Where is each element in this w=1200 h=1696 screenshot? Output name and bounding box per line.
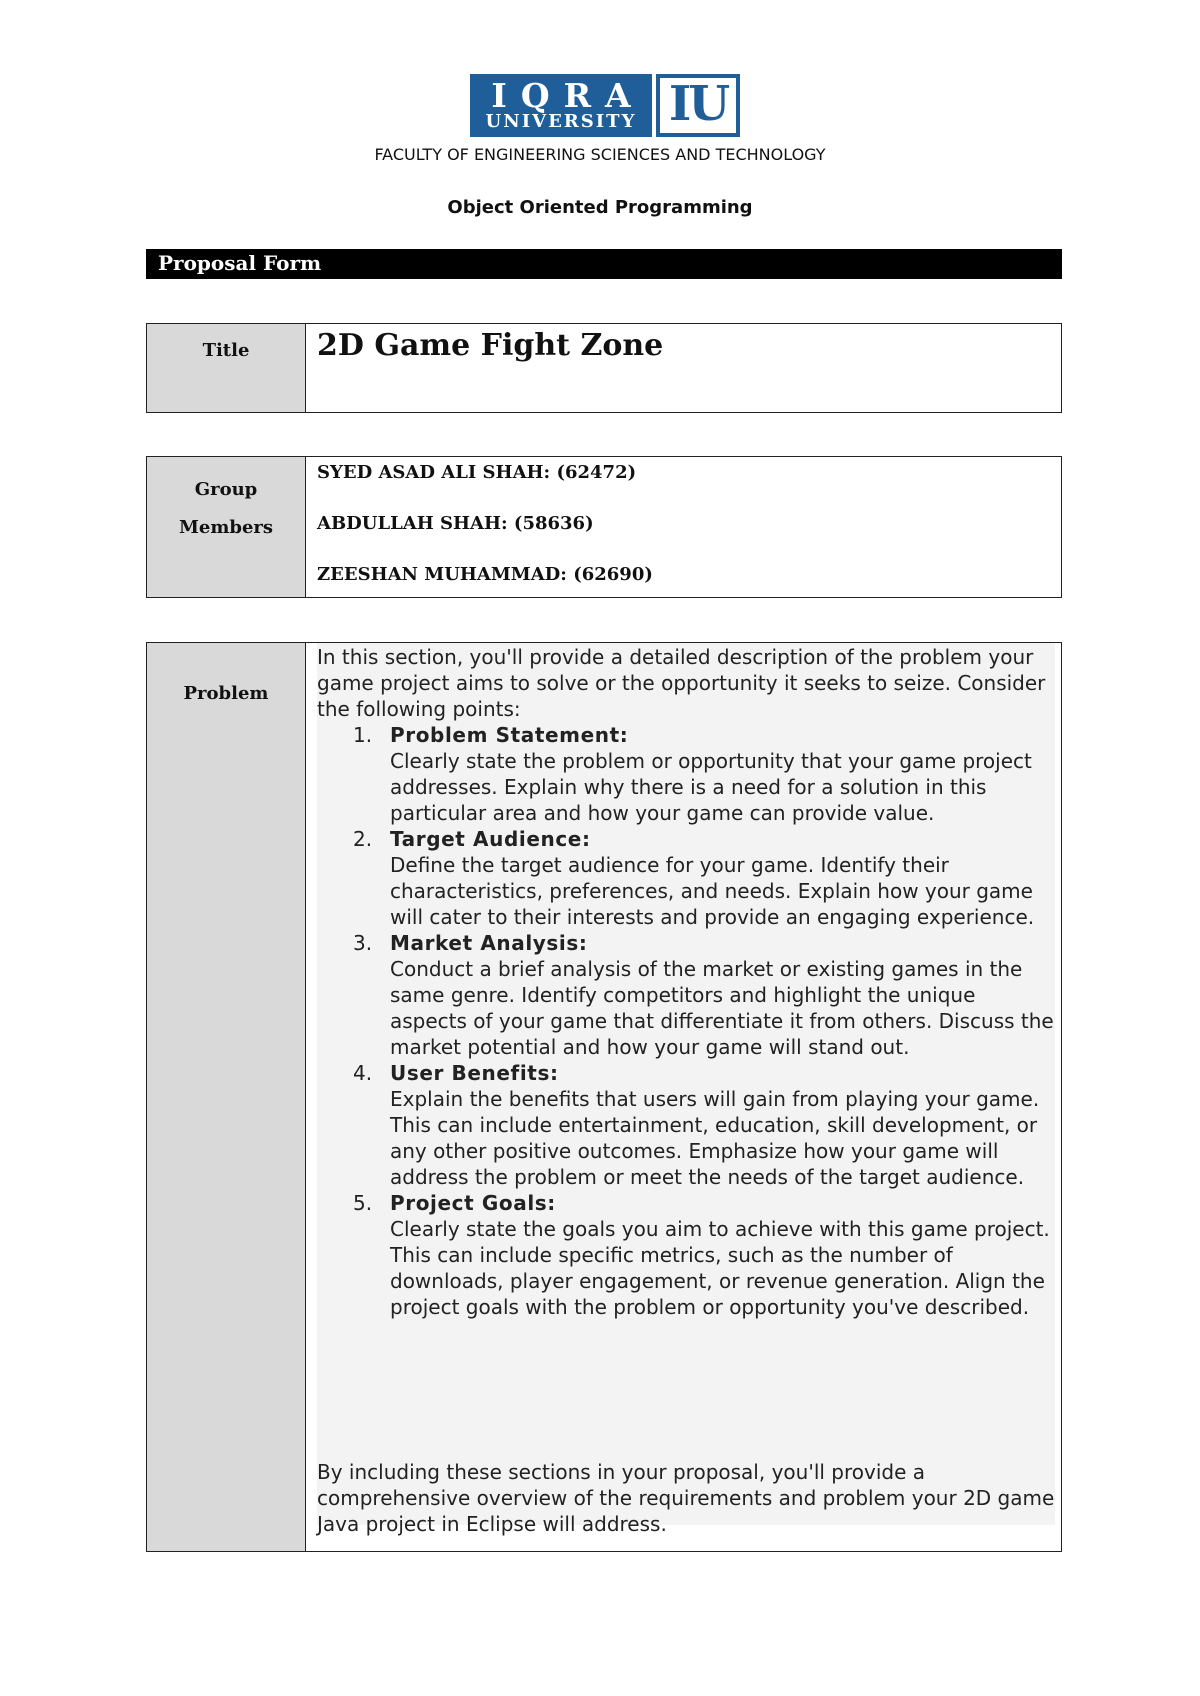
point-number: 5. (353, 1191, 373, 1215)
list-item (317, 930, 1055, 1060)
title-value-cell (306, 324, 1061, 412)
list-item (317, 722, 1055, 826)
project-title: 2D Game Fight Zone (317, 328, 664, 363)
group-members-cell (306, 457, 1061, 597)
point-heading: Market Analysis: (390, 931, 588, 955)
point-number: 1. (353, 723, 373, 747)
course-name: Object Oriented Programming (447, 197, 753, 218)
problem-outro: By including these sections in your proposal, you'll provide a comprehensive overview of the requirements and problem your 2D game Java project in Eclipse will address. (317, 1460, 1055, 1536)
list-item (317, 826, 1055, 930)
point-heading: Target Audience: (390, 827, 591, 851)
point-body: Conduct a brief analysis of the market or existing games in the same genre. Identify competitors and highlight the unique aspects of your game that differentiate it from others. Discuss the market potential and how your game will stand out. (390, 957, 1054, 1059)
list-item (317, 1060, 1055, 1190)
proposal-form-heading: Proposal Form (158, 251, 322, 275)
point-body: Clearly state the problem or opportunity that your game project addresses. Explain why there is a need for a solution in this particular area and how your game can provide value. (390, 749, 1032, 825)
faculty-name: FACULTY OF ENGINEERING SCIENCES AND TECHNOLOGY (374, 145, 826, 164)
problem-points-list (317, 722, 1055, 1320)
problem-table (146, 642, 1062, 1552)
title-label: Title (202, 340, 250, 361)
group-label-line2: Members (178, 517, 274, 538)
logo-wordmark-block (470, 74, 652, 137)
point-number: 2. (353, 827, 373, 851)
member-item: ZEESHAN MUHAMMAD: (62690) (317, 564, 653, 585)
members-list (317, 461, 653, 614)
problem-label: Problem (183, 683, 269, 704)
problem-label-cell (147, 643, 306, 1551)
title-table (146, 323, 1062, 413)
group-label-line1: Group (194, 479, 258, 500)
point-body: Define the target audience for your game. Identify their characteristics, preferences, and needs. Explain how your game will cater to their interests and provide an engaging experience. (390, 853, 1035, 929)
title-label-cell (147, 324, 306, 412)
logo-top-word: IQRA (491, 76, 645, 115)
member-item: ABDULLAH SHAH: (58636) (317, 513, 594, 534)
point-body: Explain the benefits that users will gain from playing your game. This can include entertainment, education, skill development, or any other positive outcomes. Emphasize how your game will address the problem or meet the needs of the target audience. (390, 1087, 1040, 1189)
iqra-university-logo (470, 74, 740, 137)
group-members-table (146, 456, 1062, 598)
group-label-cell (147, 457, 306, 597)
problem-intro: In this section, you'll provide a detailed description of the problem your game project aims to solve or the opportunity it seeks to seize. Consider the following points: (317, 645, 1046, 721)
proposal-form-bar (146, 249, 1062, 279)
list-item (317, 1190, 1055, 1320)
logo-bottom-word: UNIVERSITY (485, 111, 637, 132)
point-heading: User Benefits: (390, 1061, 559, 1085)
point-number: 3. (353, 931, 373, 955)
point-heading: Problem Statement: (390, 723, 629, 747)
logo-initials: IU (668, 76, 728, 132)
point-number: 4. (353, 1061, 373, 1085)
problem-text-box (317, 643, 1055, 1536)
point-heading: Project Goals: (390, 1191, 556, 1215)
problem-content-cell (306, 643, 1061, 1551)
point-body: Clearly state the goals you aim to achieve with this game project. This can include specific metrics, such as the number of downloads, player engagement, or revenue generation. Align the project goals with the problem or opportunity you've described. (390, 1217, 1050, 1319)
member-item: SYED ASAD ALI SHAH: (62472) (317, 462, 637, 483)
logo-initials-block (656, 74, 740, 137)
